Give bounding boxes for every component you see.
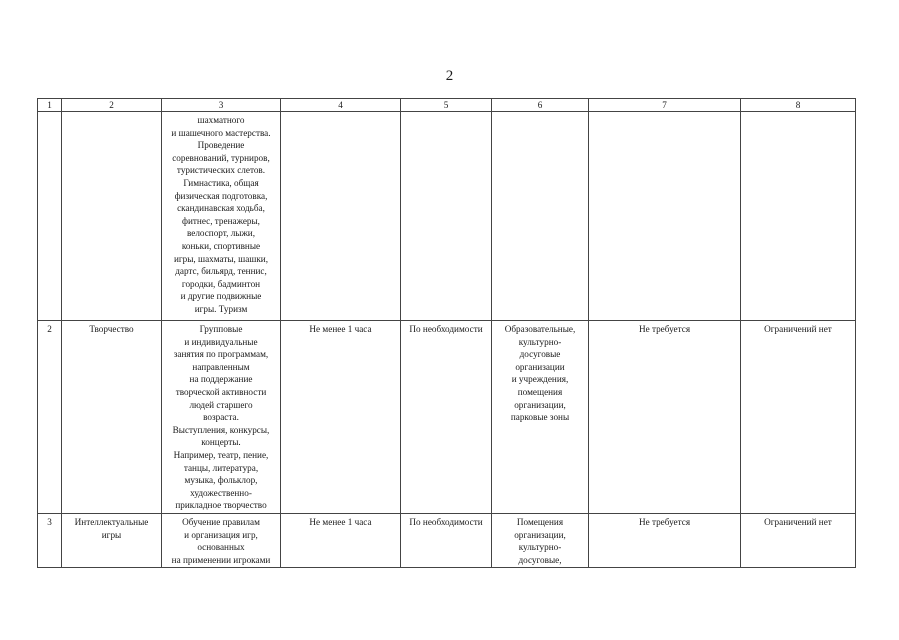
duration-cell [281,112,401,321]
content-cell: Групповые и индивидуальные занятия по программам, направленным на поддержание творческой активности людей старшего возраста. Выступления, конкурсы, концерты. Например, театр, пение, танцы, литература, музыка, фольклор, художественно- прикладное творчество [162,321,281,514]
table-row [38,321,856,514]
header-cell: 8 [741,99,856,112]
frequency-cell: По необходимости [401,514,492,568]
header-cell: 1 [38,99,62,112]
direction-cell [62,112,162,321]
table-header-row [38,99,856,112]
content-cell: шахматного и шашечного мастерства. Проведение соревнований, турниров, туристических слетов. Гимнастика, общая физическая подготовка, скандинавская ходьба, фитнес, тренажеры, велоспорт, лыжи, коньки, спортивные игры, шахматы, шашки, дартс, бильярд, теннис, городки, бадминтон и другие подвижные игры. Туризм [162,112,281,321]
header-cell: 2 [62,99,162,112]
header-cell: 3 [162,99,281,112]
requirement-cell: Не требуется [589,321,741,514]
header-cell: 6 [492,99,589,112]
header-cell: 4 [281,99,401,112]
row-number-cell: 3 [38,514,62,568]
page-number: 2 [445,68,454,84]
direction-cell: Интеллектуальные игры [62,514,162,568]
activities-table [37,98,856,568]
restrictions-cell: Ограничений нет [741,321,856,514]
frequency-cell [401,112,492,321]
header-cell: 5 [401,99,492,112]
header-cell: 7 [589,99,741,112]
place-cell: Помещения организации, культурно- досуговые, [492,514,589,568]
place-cell [492,112,589,321]
table-row [38,514,856,568]
table-row [38,112,856,321]
frequency-cell: По необходимости [401,321,492,514]
duration-cell: Не менее 1 часа [281,514,401,568]
direction-cell: Творчество [62,321,162,514]
row-number-cell [38,112,62,321]
requirement-cell: Не требуется [589,514,741,568]
row-number-cell: 2 [38,321,62,514]
restrictions-cell [741,112,856,321]
content-cell: Обучение правилам и организация игр, основанных на применении игроками [162,514,281,568]
requirement-cell [589,112,741,321]
restrictions-cell: Ограничений нет [741,514,856,568]
place-cell: Образовательные, культурно- досуговые организации и учреждения, помещения организации, парковые зоны [492,321,589,514]
duration-cell: Не менее 1 часа [281,321,401,514]
